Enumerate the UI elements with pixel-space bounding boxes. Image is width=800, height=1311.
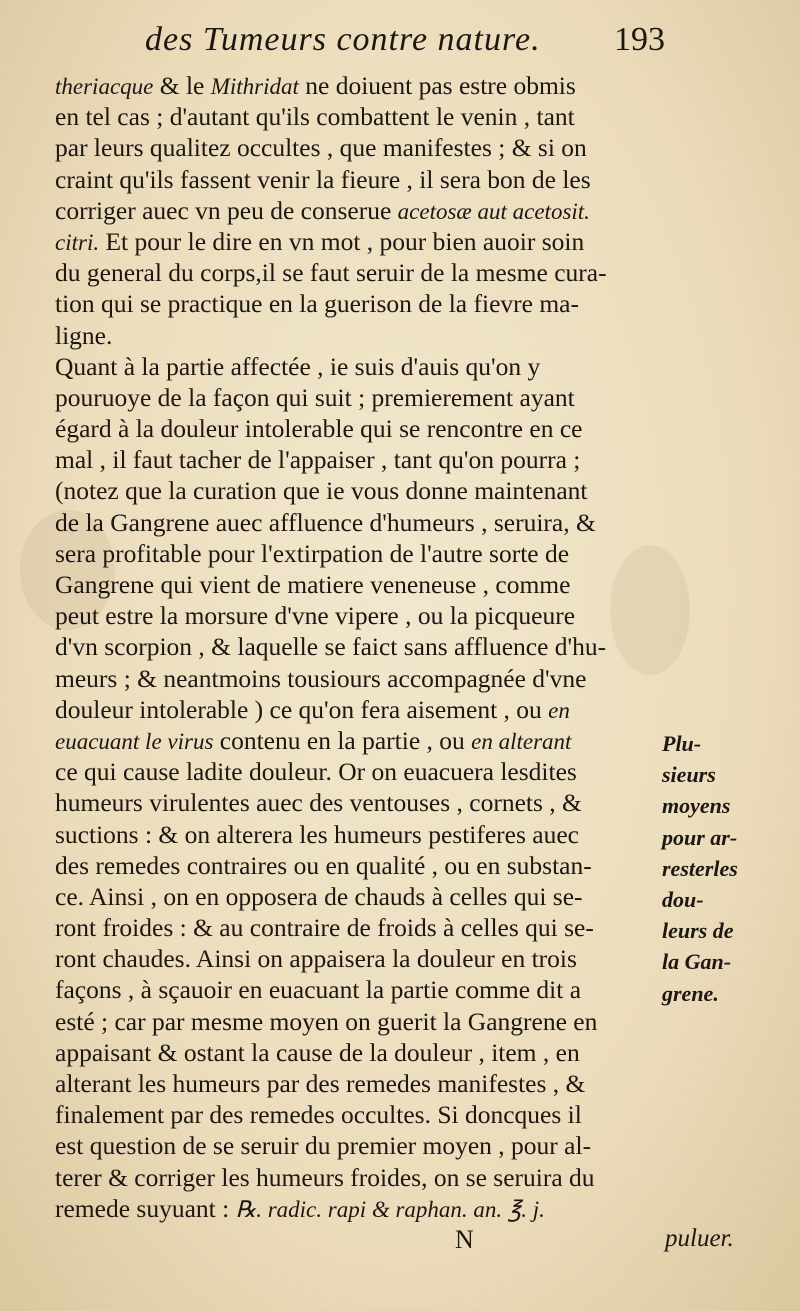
text-fragment: theriacque (55, 74, 154, 99)
signature-mark: N (455, 1225, 474, 1254)
text-line (55, 101, 665, 132)
text-line (55, 382, 665, 413)
margin-note-line: sieurs (662, 762, 716, 788)
text-line (55, 70, 665, 101)
margin-note (662, 728, 782, 1009)
text-line (55, 663, 665, 694)
text-line (55, 164, 665, 195)
margin-note-line: grene. (662, 980, 719, 1006)
text-fragment: en tel cas ; d'autant qu'ils combattent le venin , tant (55, 102, 575, 132)
margin-note-line: la Gan- (662, 949, 732, 975)
text-line (55, 694, 665, 725)
text-line (55, 1099, 665, 1130)
text-line (55, 1193, 665, 1224)
text-line (55, 943, 665, 974)
text-fragment: Mithridat (210, 74, 299, 99)
text-line (55, 1162, 665, 1193)
text-fragment: des remedes contraires ou en qualité , ou en substan- (55, 850, 592, 880)
text-line (55, 257, 665, 288)
text-fragment: (notez que la curation que ie vous donne maintenant (55, 476, 588, 506)
text-fragment: craint qu'ils fassent venir la fieure , il sera bon de les (55, 164, 591, 194)
text-fragment: ront chaudes. Ainsi on appaisera la douleur en trois (55, 944, 577, 974)
text-line (55, 195, 665, 226)
text-fragment: acetosæ aut acetosit. (397, 198, 590, 224)
text-fragment: tion qui se practique en la guerison de la fievre ma- (55, 289, 579, 319)
text-line (55, 538, 665, 569)
main-text-block (55, 70, 665, 1224)
text-fragment: ce qui cause ladite douleur. Or on euacuera lesdites (55, 757, 577, 787)
text-line (55, 444, 665, 475)
text-fragment: d'vn scorpion , & laquelle se faict sans affluence d'hu- (55, 632, 607, 662)
text-line (55, 413, 665, 444)
page-number: 193 (614, 21, 665, 58)
text-fragment: esté ; car par mesme moyen on guerit la Gangrene en (55, 1006, 598, 1036)
text-line (55, 725, 665, 756)
text-fragment: ront froides : & au contraire de froids à celles qui se- (55, 913, 594, 943)
text-line (55, 1130, 665, 1161)
text-line (55, 787, 665, 818)
text-line (55, 475, 665, 506)
text-fragment: euacuant le virus (55, 728, 214, 754)
text-fragment: sera profitable pour l'extirpation de l'autre sorte de (55, 538, 570, 568)
text-fragment: en (548, 697, 570, 723)
text-line (55, 974, 665, 1005)
text-fragment: meurs ; & neantmoins tousiours accompagnée d'vne (55, 663, 587, 693)
text-fragment: ℞. radic. rapi & raphan. an. ℥. j. (235, 1196, 545, 1222)
margin-note-line: leurs de (662, 918, 734, 944)
text-fragment: & le (153, 71, 211, 100)
text-fragment: ne doiuent pas estre obmis (298, 71, 576, 100)
margin-note-line: Plu- (662, 731, 702, 756)
text-line (55, 912, 665, 943)
page-header (145, 18, 665, 62)
text-line (55, 226, 665, 257)
text-fragment: Quant à la partie affectée , ie suis d'auis qu'on y (55, 351, 541, 381)
text-fragment: alterant les humeurs par des remedes manifestes , & (55, 1069, 586, 1098)
text-fragment: pouruoye de la façon qui suit ; premierement ayant (55, 382, 575, 412)
text-line (55, 1068, 665, 1099)
text-fragment: finalement par des remedes occultes. Si doncques il (55, 1100, 582, 1130)
text-line (55, 631, 665, 662)
text-fragment: façons , à sçauoir en euacuant la partie comme dit a (55, 975, 582, 1005)
running-title: des Tumeurs contre nature. (145, 21, 541, 58)
text-fragment: contenu en la partie , ou (213, 725, 472, 755)
text-fragment: est question de se seruir du premier moyen , pour al- (55, 1131, 592, 1161)
margin-note-line: dou- (662, 886, 704, 912)
text-line (55, 320, 665, 351)
margin-note-line: moyens (662, 793, 731, 819)
text-line (55, 1037, 665, 1068)
text-fragment: ligne. (55, 320, 113, 350)
text-fragment: Et pour le dire en vn mot , pour bien auoir soin (99, 226, 585, 256)
text-line (55, 507, 665, 538)
text-line (55, 819, 665, 850)
text-line (55, 1006, 665, 1037)
text-line (55, 881, 665, 912)
text-fragment: terer & corriger les humeurs froides, on se seruira du (55, 1162, 595, 1192)
text-line (55, 132, 665, 163)
text-fragment: mal , il faut tacher de l'appaiser , tant qu'on pourra ; (55, 445, 581, 475)
text-line (55, 600, 665, 631)
text-fragment: appaisant & ostant la cause de la douleur , item , en (55, 1037, 580, 1067)
text-fragment: remede suyuant : (55, 1193, 236, 1223)
margin-note-line: resterles (662, 855, 738, 881)
text-fragment: corriger auec vn peu de conserue (55, 195, 398, 225)
catchword: puluer. (665, 1225, 734, 1252)
text-fragment: du general du corps,il se faut seruir de la mesme cura- (55, 258, 607, 288)
text-fragment: en alterant (471, 728, 572, 754)
text-line (55, 569, 665, 600)
text-line (55, 756, 665, 787)
text-fragment: peut estre la morsure d'vne vipere , ou la picqueure (55, 601, 576, 631)
text-fragment: de la Gangrene auec affluence d'humeurs , seruira, & (55, 507, 596, 537)
text-fragment: ce. Ainsi , on en opposera de chauds à celles qui se- (55, 881, 583, 911)
text-fragment: par leurs qualitez occultes , que manifestes ; & si on (55, 133, 587, 163)
text-line (55, 351, 665, 382)
text-fragment: humeurs virulentes auec des ventouses , cornets , & (55, 788, 582, 818)
text-fragment: égard à la douleur intolerable qui se rencontre en ce (55, 414, 583, 444)
margin-note-line: pour ar- (662, 824, 738, 850)
text-line (55, 850, 665, 881)
text-fragment: citri. (55, 229, 100, 255)
text-fragment: douleur intolerable ) ce qu'on fera aisement , ou (55, 694, 549, 724)
text-line (55, 288, 665, 319)
text-fragment: suctions : & on alterera les humeurs pestiferes auec (55, 819, 579, 849)
text-fragment: Gangrene qui vient de matiere veneneuse , comme (55, 570, 571, 599)
